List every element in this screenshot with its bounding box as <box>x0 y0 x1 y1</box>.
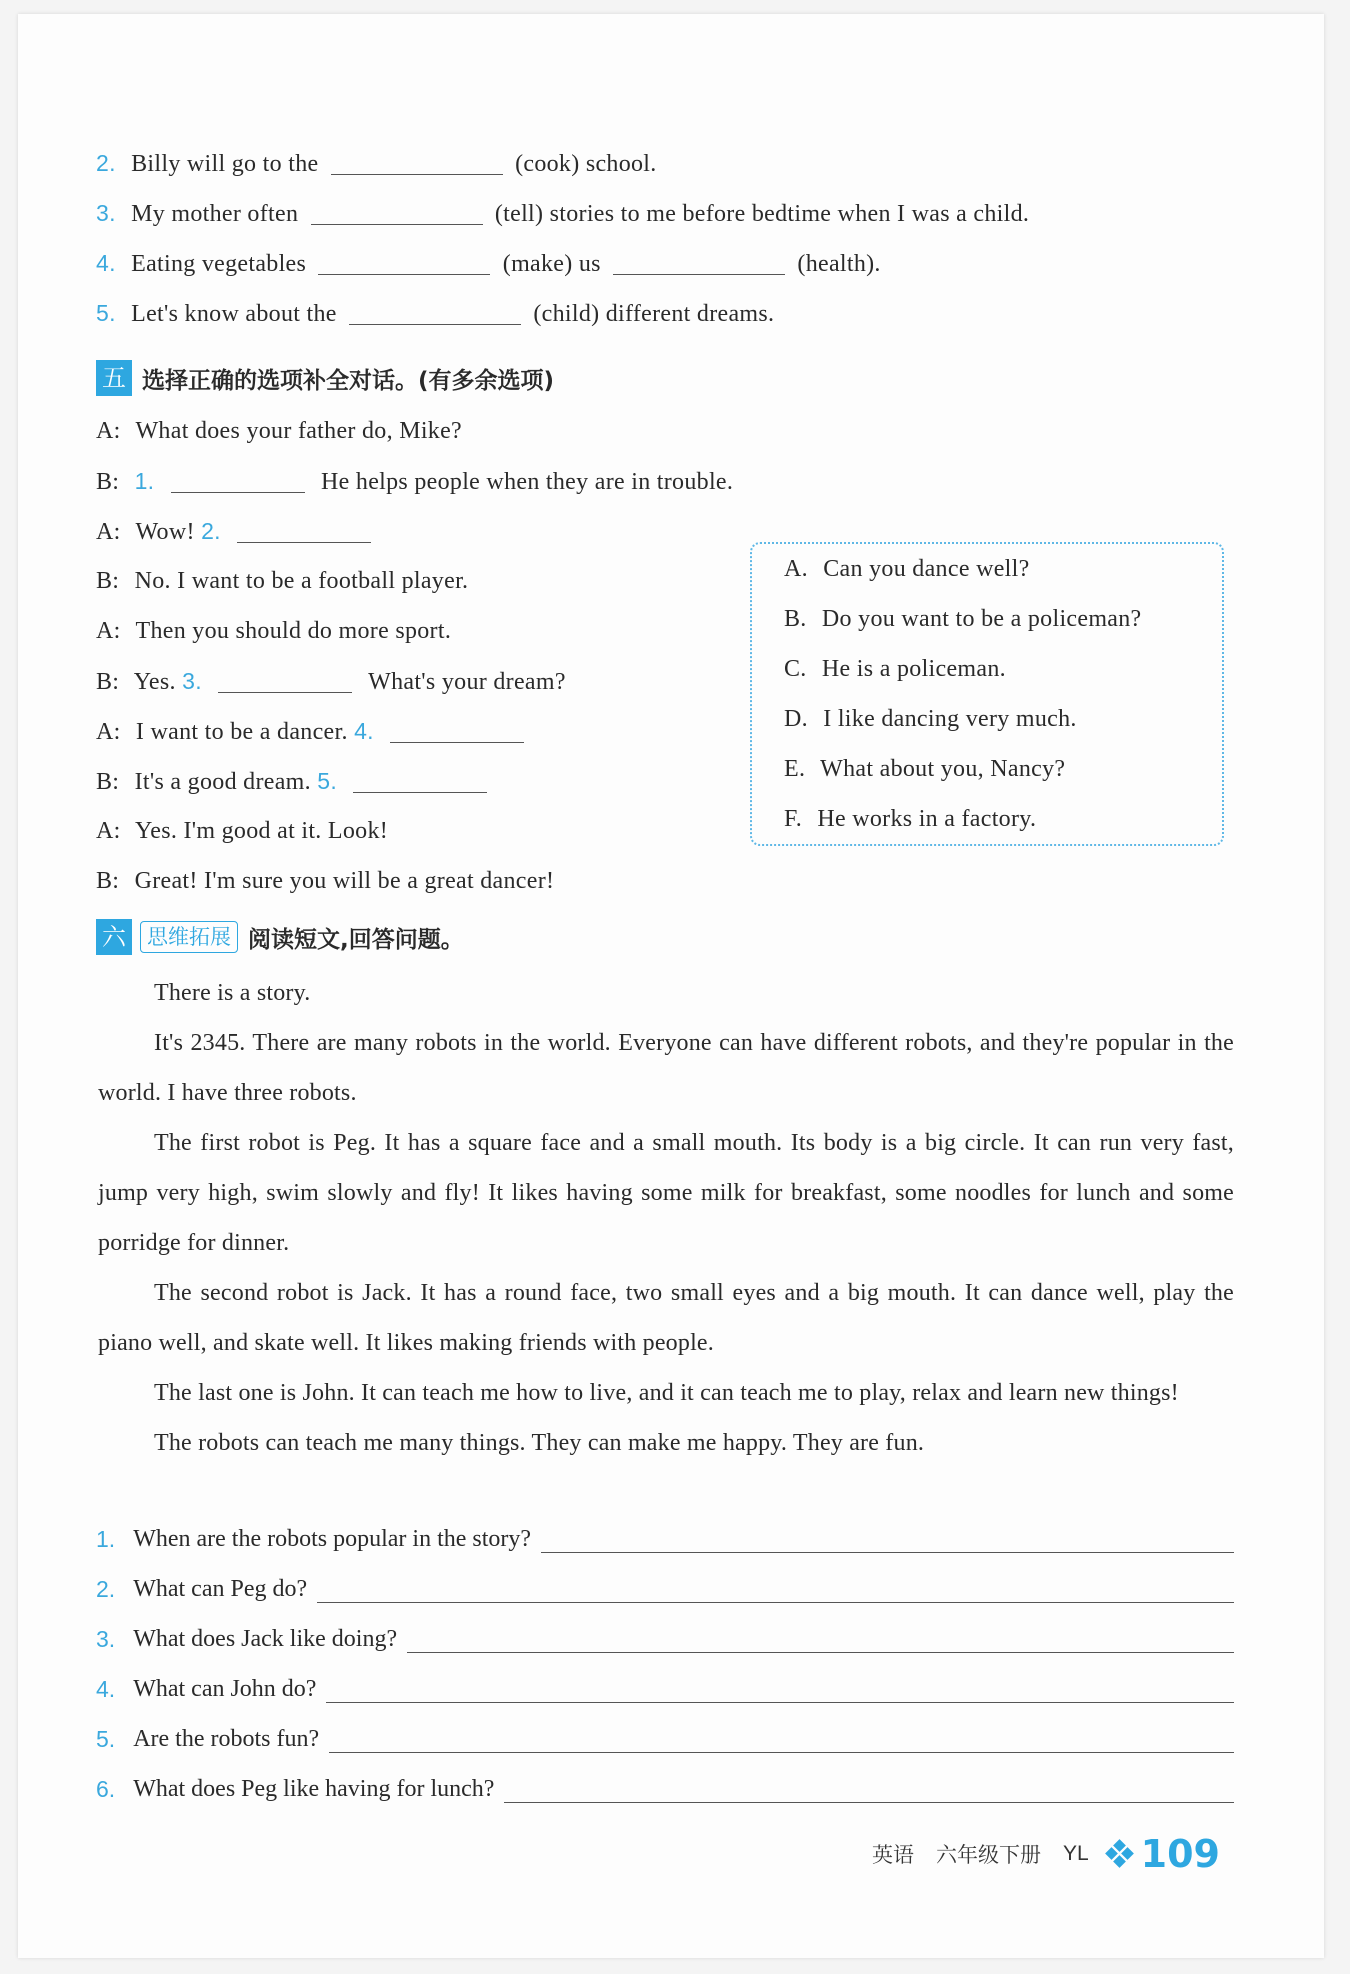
question-1 <box>96 1526 1234 1553</box>
speaker: B: <box>96 769 120 795</box>
answer-line[interactable] <box>317 1582 1234 1603</box>
blank-number: 3. <box>182 668 202 694</box>
option-letter: F. <box>784 806 803 832</box>
option-letter: B. <box>784 606 807 632</box>
question-number: 4. <box>96 1676 116 1702</box>
question-text: Are the robots fun? <box>133 1726 320 1752</box>
speaker: A: <box>96 418 121 444</box>
dialogue-line-9 <box>96 818 388 845</box>
dialogue-line-10 <box>96 868 554 895</box>
page-number: 109 <box>1140 1832 1220 1876</box>
item-number: 5. <box>96 300 116 326</box>
options-box <box>750 542 1224 846</box>
dialogue-text: What does your father do, Mike? <box>135 418 463 444</box>
dialogue-text: Yes. <box>133 669 176 695</box>
question-5 <box>96 1726 1234 1753</box>
question-number: 2. <box>96 1576 116 1602</box>
passage-paragraph: The first robot is Peg. It has a square face and a small mouth. Its body is a big circle. It can run very fast, jump very high, swim slowly and fly! It likes having some milk for breakfast, some noodles for lunch and some porridge for dinner. <box>98 1130 1234 1256</box>
dialogue-line-3 <box>96 518 381 546</box>
section-6-header <box>96 919 464 955</box>
dialogue-text: Great! I'm sure you will be a great dancer! <box>134 868 555 894</box>
answer-line[interactable] <box>326 1682 1234 1703</box>
speaker: A: <box>96 719 121 745</box>
dialogue-line-6 <box>96 668 566 696</box>
item-number: 4. <box>96 250 116 276</box>
question-3 <box>96 1626 1234 1653</box>
item-text-after: (health). <box>797 251 881 277</box>
question-number: 6. <box>96 1776 116 1802</box>
item-text-before: Eating vegetables <box>131 251 307 277</box>
option-b[interactable] <box>784 606 1142 633</box>
blank-number: 1. <box>134 468 155 494</box>
passage-paragraph: It's 2345. There are many robots in the world. Everyone can have different robots, and they're popular in the world. I have three robots. <box>98 1030 1234 1106</box>
dialogue-line-2 <box>96 468 733 496</box>
dialogue-line-7 <box>96 718 534 746</box>
dialogue-text: I want to be a dancer. <box>135 719 348 745</box>
fill-item-5 <box>96 300 774 328</box>
answer-blank[interactable] <box>349 304 521 325</box>
answer-line[interactable] <box>329 1732 1234 1753</box>
option-text: I like dancing very much. <box>823 706 1077 732</box>
passage-paragraph: The robots can teach me many things. They can make me happy. They are fun. <box>154 1430 925 1456</box>
answer-blank[interactable] <box>237 522 371 543</box>
item-text-middle: (make) us <box>502 251 601 277</box>
option-text: Do you want to be a policeman? <box>821 606 1142 632</box>
section-5-header <box>96 360 554 396</box>
question-text: What can John do? <box>133 1676 317 1702</box>
fill-item-2 <box>96 150 657 178</box>
dialogue-text: No. I want to be a football player. <box>134 568 469 594</box>
option-a[interactable] <box>784 556 1030 583</box>
speaker: B: <box>96 669 120 695</box>
speaker: A: <box>96 818 121 844</box>
dialogue-line-5 <box>96 618 451 645</box>
item-text-after: (child) different dreams. <box>533 301 775 327</box>
dialogue-text: It's a good dream. <box>134 769 311 795</box>
item-text-before: Let's know about the <box>131 301 337 327</box>
blank-number: 4. <box>354 718 374 744</box>
answer-blank[interactable] <box>390 722 524 743</box>
speaker: B: <box>96 568 120 594</box>
question-4 <box>96 1676 1234 1703</box>
option-text: He works in a factory. <box>817 806 1037 832</box>
speaker: A: <box>96 519 121 545</box>
option-c[interactable] <box>784 656 1006 683</box>
answer-line[interactable] <box>407 1632 1234 1653</box>
dialogue-text-after: What's your dream? <box>368 669 566 695</box>
answer-blank[interactable] <box>311 204 483 225</box>
section-badge: 五 <box>96 360 132 396</box>
option-d[interactable] <box>784 706 1077 733</box>
item-text-after: (cook) school. <box>515 151 657 177</box>
passage-paragraph: The second robot is Jack. It has a round face, two small eyes and a big mouth. It can dance well, play the piano well, and skate well. It likes making friends with people. <box>98 1280 1234 1356</box>
footer-subject: 英语 <box>871 1843 914 1867</box>
section-tag: 思维拓展 <box>140 921 238 953</box>
option-text: He is a policeman. <box>821 656 1006 682</box>
dialogue-line-1 <box>96 418 462 445</box>
option-letter: D. <box>784 706 808 732</box>
option-letter: C. <box>784 656 807 682</box>
answer-line[interactable] <box>541 1532 1234 1553</box>
passage-paragraph: The last one is John. It can teach me how to live, and it can teach me to play, relax and learn new things! <box>154 1380 1179 1406</box>
dialogue-line-4 <box>96 568 468 595</box>
option-f[interactable] <box>784 806 1036 833</box>
workbook-page <box>18 14 1324 1958</box>
question-number: 5. <box>96 1726 116 1752</box>
dialogue-text-after: He helps people when they are in trouble. <box>321 469 734 495</box>
question-text: When are the robots popular in the story? <box>133 1526 532 1552</box>
item-number: 3. <box>96 200 116 226</box>
speaker: A: <box>96 618 121 644</box>
fill-item-4 <box>96 250 881 278</box>
passage-paragraph: There is a story. <box>154 980 311 1006</box>
option-letter: A. <box>784 556 808 582</box>
question-6 <box>96 1776 1234 1803</box>
dialogue-line-8 <box>96 768 497 796</box>
question-text: What can Peg do? <box>133 1576 308 1602</box>
option-e[interactable] <box>784 756 1065 783</box>
answer-line[interactable] <box>504 1782 1234 1803</box>
answer-blank[interactable] <box>331 154 503 175</box>
answer-blank[interactable] <box>218 672 352 693</box>
item-text-before: My mother often <box>131 201 299 227</box>
reading-passage <box>98 968 1234 1468</box>
dialogue-text: Wow! <box>135 519 195 545</box>
answer-blank[interactable] <box>171 472 305 493</box>
section-title: 阅读短文,回答问题。 <box>248 926 464 953</box>
option-text: Can you dance well? <box>823 556 1030 582</box>
question-number: 1. <box>96 1526 116 1552</box>
item-number: 2. <box>96 150 116 176</box>
option-text: What about you, Nancy? <box>820 756 1066 782</box>
footer-edition: YL <box>1062 1842 1089 1865</box>
question-2 <box>96 1576 1234 1603</box>
question-number: 3. <box>96 1626 116 1652</box>
dialogue-text: Yes. I'm good at it. Look! <box>135 818 389 844</box>
item-text-before: Billy will go to the <box>131 151 319 177</box>
blank-number: 5. <box>317 768 338 794</box>
speaker: B: <box>96 469 120 495</box>
page-footer <box>850 1832 1220 1876</box>
answer-blank[interactable] <box>353 772 487 793</box>
blank-number: 2. <box>201 518 221 544</box>
option-letter: E. <box>784 756 806 782</box>
question-text: What does Jack like doing? <box>133 1626 398 1652</box>
speaker: B: <box>96 868 120 894</box>
answer-blank[interactable] <box>613 254 785 275</box>
question-text: What does Peg like having for lunch? <box>133 1776 495 1802</box>
item-text-after: (tell) stories to me before bedtime when I was a child. <box>494 201 1030 227</box>
diamond-icon <box>1107 1841 1133 1867</box>
footer-grade: 六年级下册 <box>935 1843 1041 1867</box>
section-title: 选择正确的选项补全对话。(有多余选项) <box>142 367 555 394</box>
section-badge: 六 <box>96 919 132 955</box>
answer-blank[interactable] <box>318 254 490 275</box>
dialogue-text: Then you should do more sport. <box>135 618 452 644</box>
fill-item-3 <box>96 200 1029 228</box>
